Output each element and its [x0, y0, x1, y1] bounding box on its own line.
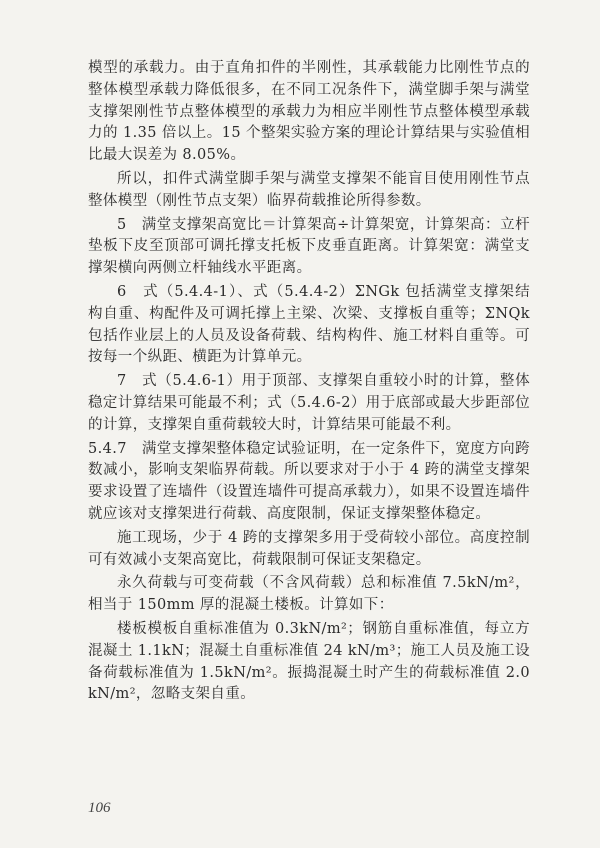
paragraph-9: 楼板模板自重标准值为 0.3kN/m²；钢筋自重标准值，每立方混凝土 1.1kN；混凝土自重标准值 24 kN/m³；施工人员及施工设备荷载标准值为 1.5kN/m²。振捣混凝土时产生的荷载标准值 2.0 kN/m²，忽略支架自重。 [88, 620, 530, 703]
paragraph-7: 施工现场，少于 4 跨的支撑架多用于受荷较小部位。高度控制可有效减小支架高宽比，荷载限制可保证支架稳定。 [88, 529, 530, 568]
paragraph-2: 所以，扣件式满堂脚手架与满堂支撑架不能盲目使用刚性节点整体模型（刚性节点支架）临界荷载推论所得参数。 [88, 170, 530, 209]
page-number: 106 [88, 800, 111, 816]
paragraph-1: 模型的承载力。由于直角扣件的半刚性，其承载能力比刚性节点的整体模型承载力降低很多，在不同工况条件下，满堂脚手架与满堂支撑架刚性节点整体模型的承载力为相应半刚性节点整体模型承载力的 1.35 倍以上。15 个整架实验方案的理论计算结果与实验值相比最大误差为 8.05%。 [88, 60, 530, 164]
paragraph-6: 5.4.7 满堂支撑架整体稳定试验证明，在一定条件下，宽度方向跨数减小，影响支架临界荷载。所以要求对于小于 4 跨的满堂支撑架要求设置了连墙件（设置连墙件可提高承载力），如果不设置连墙件就应该对支撑架进行荷载、高度限制，保证支撑架整体稳定。 [88, 440, 530, 522]
paragraph-3: 5 满堂支撑架高宽比＝计算架高÷计算架宽，计算架高：立杆垫板下皮至顶部可调托撑支托板下皮垂直距离。计算架宽：满堂支撑架横向两侧立杆轴线水平距离。 [88, 216, 530, 277]
paragraph-4: 6 式（5.4.4-1）、式（5.4.4-2）ΣNGk 包括满堂支撑架结构自重、构配件及可调托撑上主梁、次梁、支撑板自重等；ΣNQk 包括作业层上的人员及设备荷载、结构构件、施工材料自重等。可按每一个纵距、横距为计算单元。 [88, 283, 530, 366]
paragraph-5: 7 式（5.4.6-1）用于顶部、支撑架自重较小时的计算，整体稳定计算结果可能最不利；式（5.4.6-2）用于底部或最大步距部位的计算，支撑架自重荷载较大时，计算结果可能最不利。 [88, 373, 530, 433]
paragraph-8: 永久荷载与可变荷载（不含风荷载）总和标准值 7.5kN/m²，相当于 150mm 厚的混凝土楼板。计算如下： [88, 575, 530, 614]
